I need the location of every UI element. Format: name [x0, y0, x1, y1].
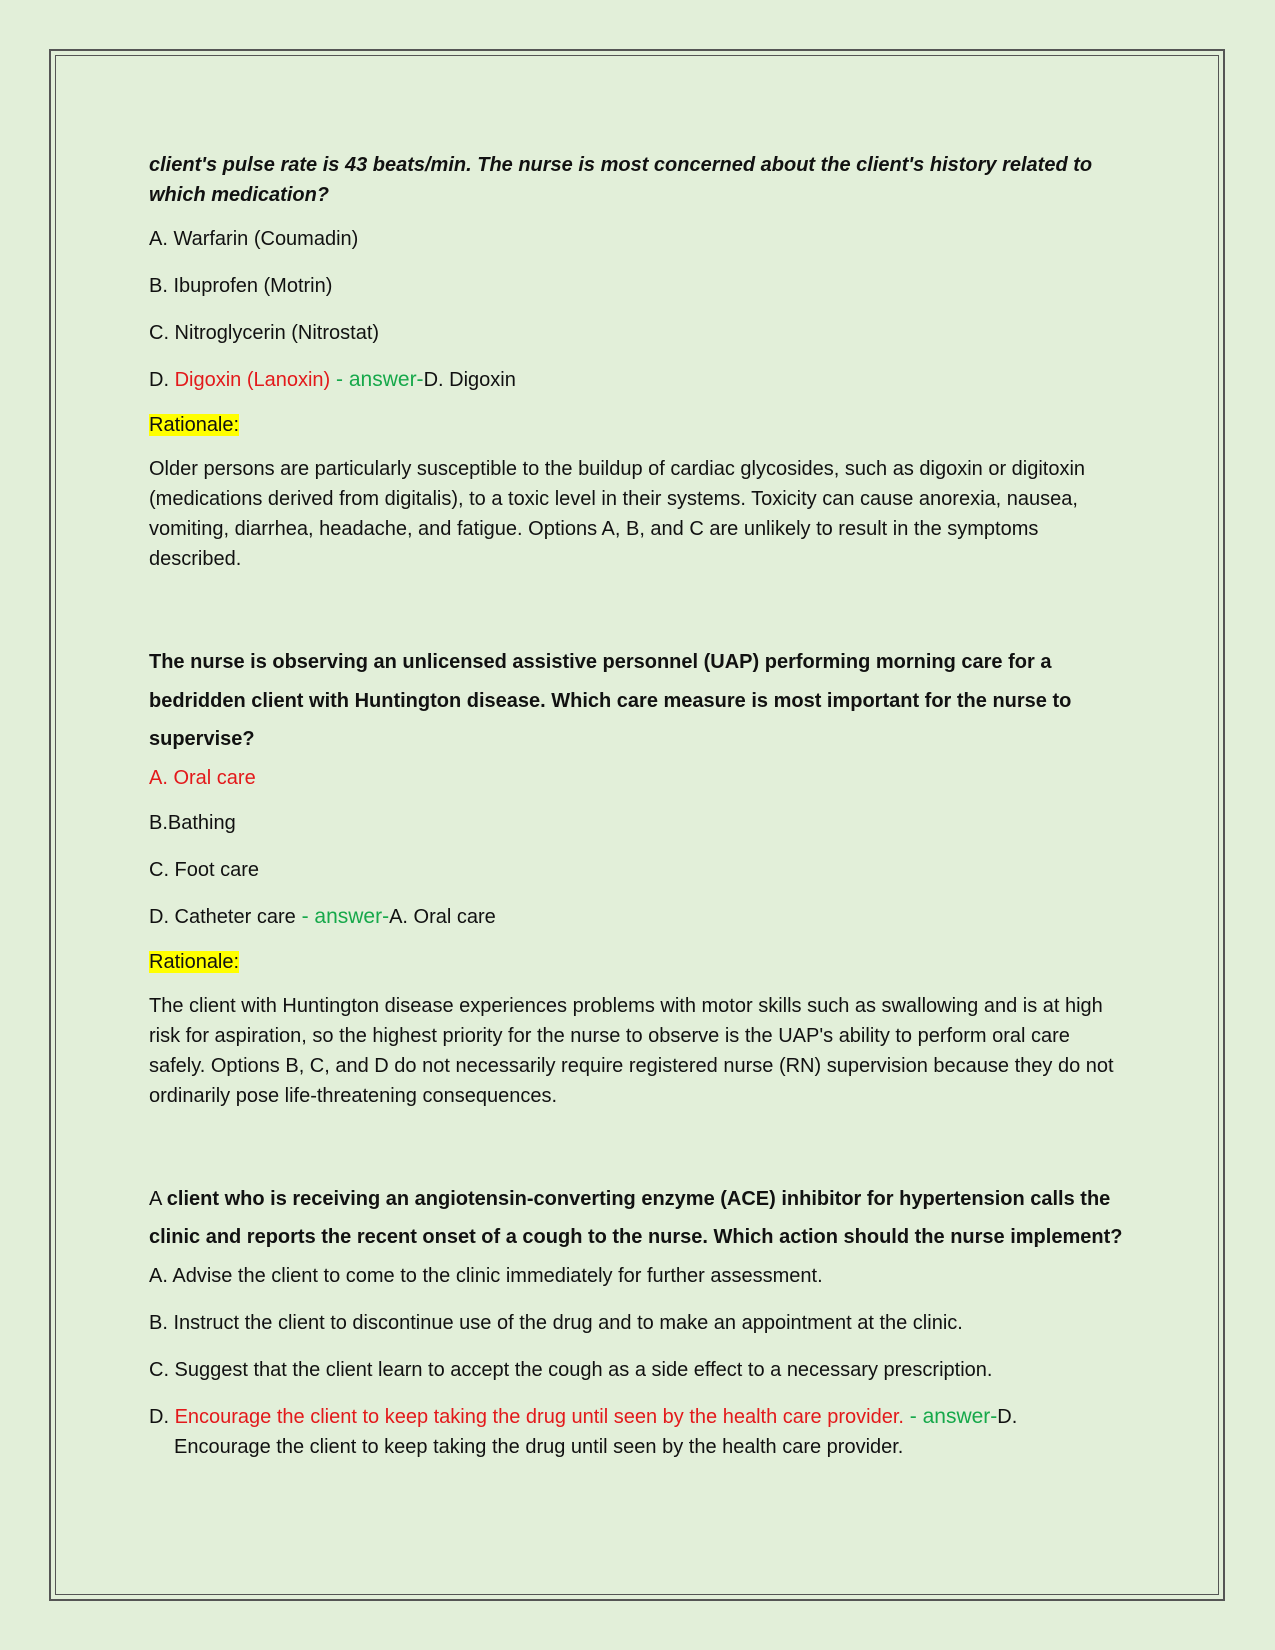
q3-option-d-text: Encourage the client to keep taking the drug until seen by the health care provider. [174, 1405, 904, 1428]
q1-option-d [149, 365, 1129, 395]
q1-option-c: C. Nitroglycerin (Nitrostat) [149, 322, 380, 344]
q1-option-b: B. Ibuprofen (Motrin) [149, 275, 333, 297]
q1-rationale: Older persons are particularly susceptible to the buildup of cardiac glycosides, such as digoxin or digitoxin (medications derived from digitalis), to a toxic level in their systems. Toxicity can cause anorexia, nausea, vomiting, diarrhea, headache, and fatigue. Options A, B, and C are unlikely to result in the symptoms described. [149, 458, 1086, 570]
q2-option-d-text: D. Catheter care [149, 905, 296, 928]
q1-option-d-text: Digoxin (Lanoxin) [174, 369, 331, 391]
q3-question-lead: A [149, 1187, 167, 1210]
q1-option-a: A. Warfarin (Coumadin) [149, 228, 359, 250]
q2-rationale-label: Rationale: [149, 950, 240, 973]
q3-answer-start: D. [997, 1405, 1018, 1428]
q3-answer-marker: - answer- [903, 1404, 998, 1428]
q3-question [149, 1180, 1129, 1257]
q3-option-b: B. Instruct the client to discontinue use of the drug and to make an appointment at the clinic. [149, 1311, 963, 1334]
q3-option-a: A. Advise the client to come to the clinic immediately for further assessment. [149, 1264, 823, 1287]
q1-rationale-label-line [149, 410, 1129, 440]
spacer [149, 574, 1129, 643]
q1-option-d-prefix: D. [149, 369, 175, 391]
q3-option-d-prefix: D. [149, 1405, 175, 1428]
document-content [149, 150, 1129, 1479]
q2-question: The nurse is observing an unlicensed assistive personnel (UAP) performing morning care for a bedridden client with Huntington disease. Which care measure is most important for the nurse to supervise? [149, 651, 1072, 750]
q2-answer: A. Oral care [389, 905, 496, 928]
q1-question: client's pulse rate is 43 beats/min. The nurse is most concerned about the client's history related to which medication? [149, 154, 1093, 206]
spacer [149, 1111, 1129, 1180]
q2-option-a: A. Oral care [149, 766, 256, 789]
q1-answer: D. Digoxin [423, 369, 516, 391]
q2-option-d [149, 902, 1129, 932]
q1-answer-marker: - answer- [330, 368, 424, 391]
q2-option-b: B.Bathing [149, 811, 236, 834]
q3-answer-rest: Encourage the client to keep taking the drug until seen by the health care provider. [174, 1435, 904, 1458]
q3-option-c: C. Suggest that the client learn to accept the cough as a side effect to a necessary prescription. [149, 1358, 993, 1381]
q2-rationale: The client with Huntington disease experiences problems with motor skills such as swallowing and is at high risk for aspiration, so the highest priority for the nurse to observe is the UAP's ability to perform oral care safely. Options B, C, and D do not necessarily require registered nurse (RN) supervision because they do not ordinarily pose life-threatening consequences. [149, 994, 1114, 1107]
q2-rationale-label-line [149, 947, 1129, 977]
q2-option-c: C. Foot care [149, 858, 260, 881]
q3-question-text: client who is receiving an angiotensin-converting enzyme (ACE) inhibitor for hypertension calls the clinic and reports the recent onset of a cough to the nurse. Which action should the nurse implement? [149, 1187, 1123, 1248]
q3-option-d [149, 1402, 1129, 1462]
q1-rationale-label: Rationale: [149, 414, 240, 436]
q2-answer-marker: - answer- [295, 904, 390, 928]
